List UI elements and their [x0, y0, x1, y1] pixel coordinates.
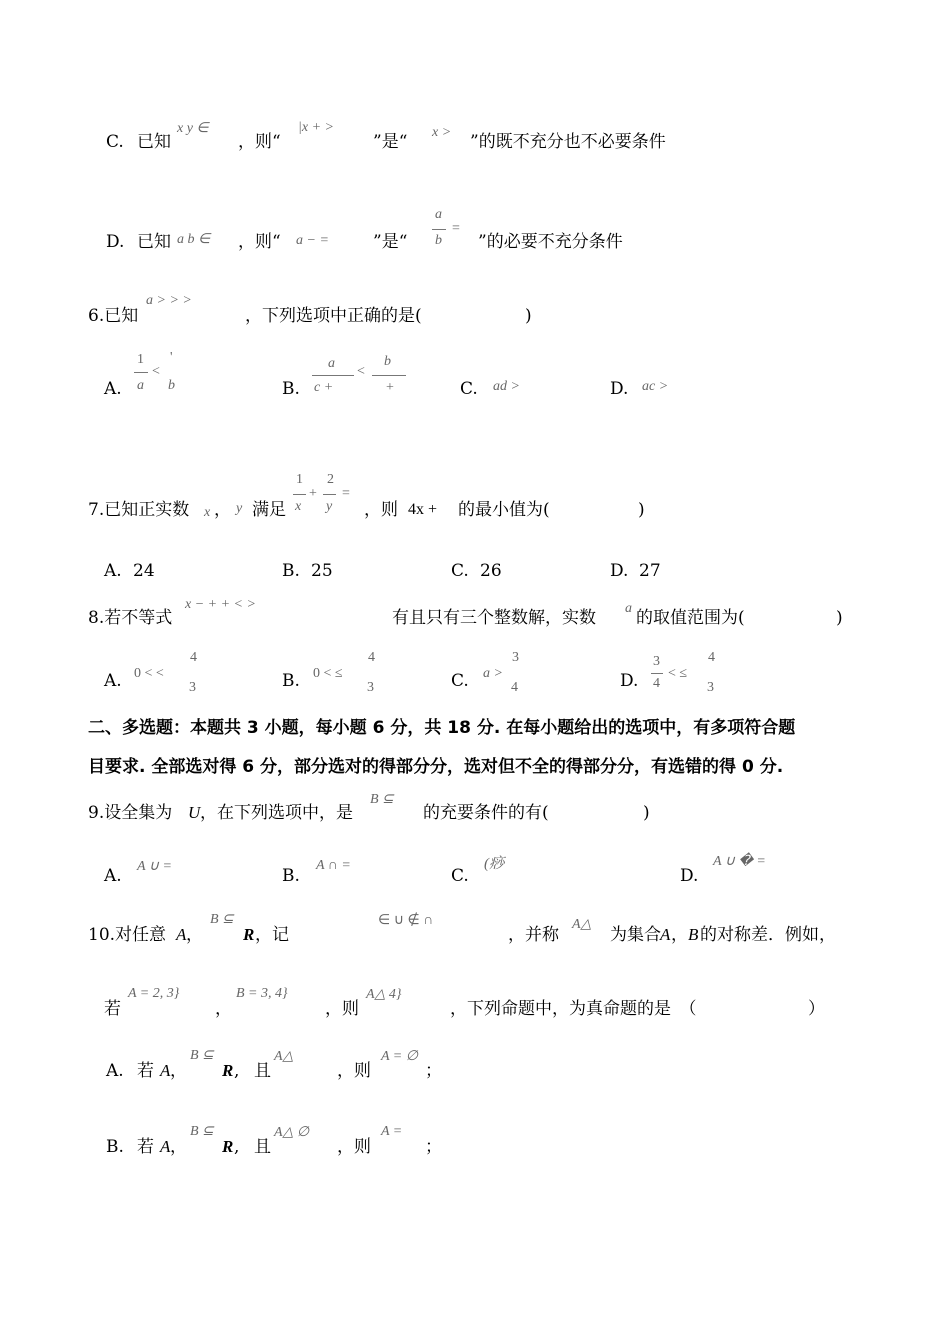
math-var: A	[160, 1137, 171, 1156]
text: ，则	[337, 1137, 371, 1157]
text: 若	[137, 1061, 154, 1081]
fraction-numerator: 4	[708, 650, 715, 665]
text: ”的必要不充分条件	[478, 232, 623, 252]
math-var: B	[688, 925, 699, 944]
option-label: D.	[610, 379, 629, 399]
option-label: A.	[104, 671, 122, 691]
fraction-denominator: b	[168, 378, 175, 393]
question-stem: 的充要条件的有(	[423, 803, 549, 823]
math-expr: A = ∅	[381, 1049, 418, 1064]
option-label: C.	[106, 132, 124, 152]
fraction-numerator: 2	[327, 472, 334, 487]
math-expr: x y ∈	[177, 121, 209, 136]
math-expr: B ⊆	[190, 1048, 214, 1063]
math-expr: (痧	[484, 856, 504, 872]
fraction-bar	[323, 494, 336, 495]
math-expr: 0 < ≤	[313, 666, 343, 681]
fraction-bar	[134, 372, 148, 373]
option-label: A.	[106, 1061, 124, 1081]
math-expr: B ⊆	[370, 792, 394, 807]
math-expr: a > > >	[146, 293, 192, 308]
fraction-denominator: b	[435, 233, 442, 248]
math-set-R: R	[222, 1061, 234, 1080]
question-stem: 6.已知	[88, 306, 139, 326]
question-stem: ，下列选项中正确的是(	[245, 306, 422, 326]
fraction-numerator: 4	[190, 650, 197, 665]
fraction-numerator: a	[435, 207, 442, 222]
option-label: A.	[104, 379, 122, 399]
option-label: C.	[460, 379, 478, 399]
fraction-numerator: '	[170, 350, 173, 365]
question-stem: 的取值范围为(	[636, 608, 745, 628]
math-expr: ad >	[493, 379, 520, 394]
math-expr: ∈ ∪ ∉ ∩	[378, 913, 434, 928]
fraction-denominator: 3	[707, 680, 714, 695]
fraction-numerator: 1	[137, 352, 144, 367]
math-var: U	[188, 803, 201, 822]
math-expr: A△	[274, 1049, 294, 1064]
fraction-numerator: 3	[512, 650, 519, 665]
fraction-denominator: 3	[189, 680, 196, 695]
question-stem: 有且只有三个整数解，实数	[392, 608, 596, 628]
math-expr: A△	[572, 917, 592, 932]
math-expr: a b ∈	[177, 232, 211, 247]
fraction-denominator: 3	[367, 680, 374, 695]
math-var: x	[204, 505, 211, 520]
text: ，则	[325, 999, 359, 1019]
text: ，	[186, 925, 203, 945]
fraction-numerator: b	[384, 354, 391, 369]
math-expr: A ∩ =	[316, 858, 351, 873]
text: ，则“	[238, 132, 281, 152]
text: ，则	[364, 500, 398, 520]
math-expr: B = 3, 4}	[236, 986, 288, 1001]
option-value: 25	[311, 561, 333, 581]
math-expr: A = 2, 3}	[128, 986, 180, 1001]
fraction-bar	[651, 673, 663, 674]
text: ；	[425, 1061, 442, 1081]
math-expr: x − + + < >	[185, 597, 256, 612]
fraction-denominator: a	[137, 378, 144, 393]
fraction-numerator: 3	[653, 654, 660, 669]
question-stem: 7.已知正实数	[88, 500, 190, 520]
question-stem: 9.设全集为	[88, 803, 173, 823]
option-label: C.	[451, 561, 469, 581]
fraction-bar	[293, 494, 306, 495]
math-expr: A =	[381, 1124, 403, 1139]
option-label: A.	[104, 866, 122, 886]
math-set-R: R	[222, 1137, 234, 1156]
option-label: B.	[282, 866, 300, 886]
math-var: A	[176, 925, 187, 944]
answer-paren-close: ）	[808, 999, 825, 1019]
text: 且	[254, 1137, 271, 1157]
math-expr: =	[342, 486, 350, 501]
fraction-bar	[312, 375, 354, 376]
math-expr: A△ ∅	[274, 1125, 310, 1140]
answer-paren-close: )	[638, 500, 645, 520]
fraction-denominator: y	[326, 499, 333, 514]
option-label: B.	[282, 379, 300, 399]
math-expr: <	[152, 364, 160, 379]
fraction-denominator: +	[386, 380, 394, 395]
option-label: D.	[610, 561, 629, 581]
text: ”是“	[373, 132, 408, 152]
text: 若	[104, 999, 121, 1019]
fraction-denominator: x	[295, 499, 302, 514]
math-expr: a >	[483, 666, 503, 681]
option-label: D.	[106, 232, 125, 252]
text: 且	[254, 1061, 271, 1081]
text: ”是“	[373, 232, 408, 252]
text: 满足	[252, 500, 286, 520]
question-stem: ，在下列选项中，是	[200, 803, 353, 823]
math-expr: B ⊆	[190, 1124, 214, 1139]
text: ，则	[337, 1061, 371, 1081]
text: ”的既不充分也不必要条件	[470, 132, 666, 152]
math-expr: <	[357, 364, 365, 379]
math-expr: x >	[432, 125, 452, 140]
question-stem: 8.若不等式	[88, 608, 173, 628]
fraction-numerator: a	[328, 356, 335, 371]
fraction-denominator: c +	[314, 380, 334, 395]
section-heading: 二、多选题：本题共 3 小题，每小题 6 分，共 18 分. 在每小题给出的选项中，有多项符合题	[88, 718, 796, 738]
math-expr: ac >	[642, 379, 669, 394]
question-stem: 的对称差．例如，	[700, 925, 836, 945]
math-expr: A ∪ � =	[713, 854, 766, 869]
math-expr: A△ 4}	[366, 987, 402, 1002]
math-var: A	[660, 925, 671, 944]
fraction-denominator: 4	[511, 680, 518, 695]
math-expr: < ≤	[668, 666, 688, 681]
option-label: A.	[104, 561, 122, 581]
question-stem: 的最小值为(	[458, 500, 550, 520]
math-var: a	[625, 601, 632, 616]
text: ，记	[255, 925, 289, 945]
text: ，	[214, 500, 231, 520]
text: 若	[137, 1137, 154, 1157]
option-value: 27	[639, 561, 661, 581]
option-label: C.	[451, 866, 469, 886]
math-expr: 0 < <	[134, 666, 164, 681]
answer-paren-close: )	[643, 803, 650, 823]
option-label: B.	[282, 671, 300, 691]
option-label: B.	[282, 561, 300, 581]
answer-paren-close: )	[525, 306, 532, 326]
math-set-R: R	[243, 925, 255, 944]
math-expr: B ⊆	[210, 912, 234, 927]
option-value: 26	[480, 561, 502, 581]
question-stem: ，并称	[508, 925, 559, 945]
fraction-numerator: 4	[368, 650, 375, 665]
math-expr: a − =	[296, 233, 329, 248]
text: 已知	[137, 132, 171, 152]
answer-paren-close: )	[836, 608, 843, 628]
fraction-numerator: 1	[296, 472, 303, 487]
option-label: D.	[620, 671, 639, 691]
question-stem: 10.对任意	[88, 925, 167, 945]
math-expr: +	[309, 486, 317, 501]
text: ；	[425, 1137, 442, 1157]
text: 已知	[137, 232, 171, 252]
math-expr: A ∪ =	[137, 859, 172, 874]
option-value: 24	[133, 561, 155, 581]
math-expr: =	[452, 221, 460, 236]
question-stem: 为集合	[610, 925, 661, 945]
math-var: A	[160, 1061, 171, 1080]
math-var: y	[236, 501, 243, 516]
option-label: C.	[451, 671, 469, 691]
text: ，则“	[238, 232, 281, 252]
math-expr: 4x +	[408, 501, 438, 518]
option-label: B.	[106, 1137, 124, 1157]
math-expr: |x + >	[298, 120, 334, 135]
question-stem: ，下列命题中，为真命题的是 （	[450, 999, 697, 1019]
section-heading: 目要求. 全部选对得 6 分，部分选对的得部分分，选对但不全的得部分分，有选错的得 0 分.	[88, 757, 784, 777]
fraction-denominator: 4	[653, 676, 660, 691]
fraction-bar	[372, 375, 406, 376]
option-label: D.	[680, 866, 699, 886]
fraction-bar	[432, 229, 446, 230]
